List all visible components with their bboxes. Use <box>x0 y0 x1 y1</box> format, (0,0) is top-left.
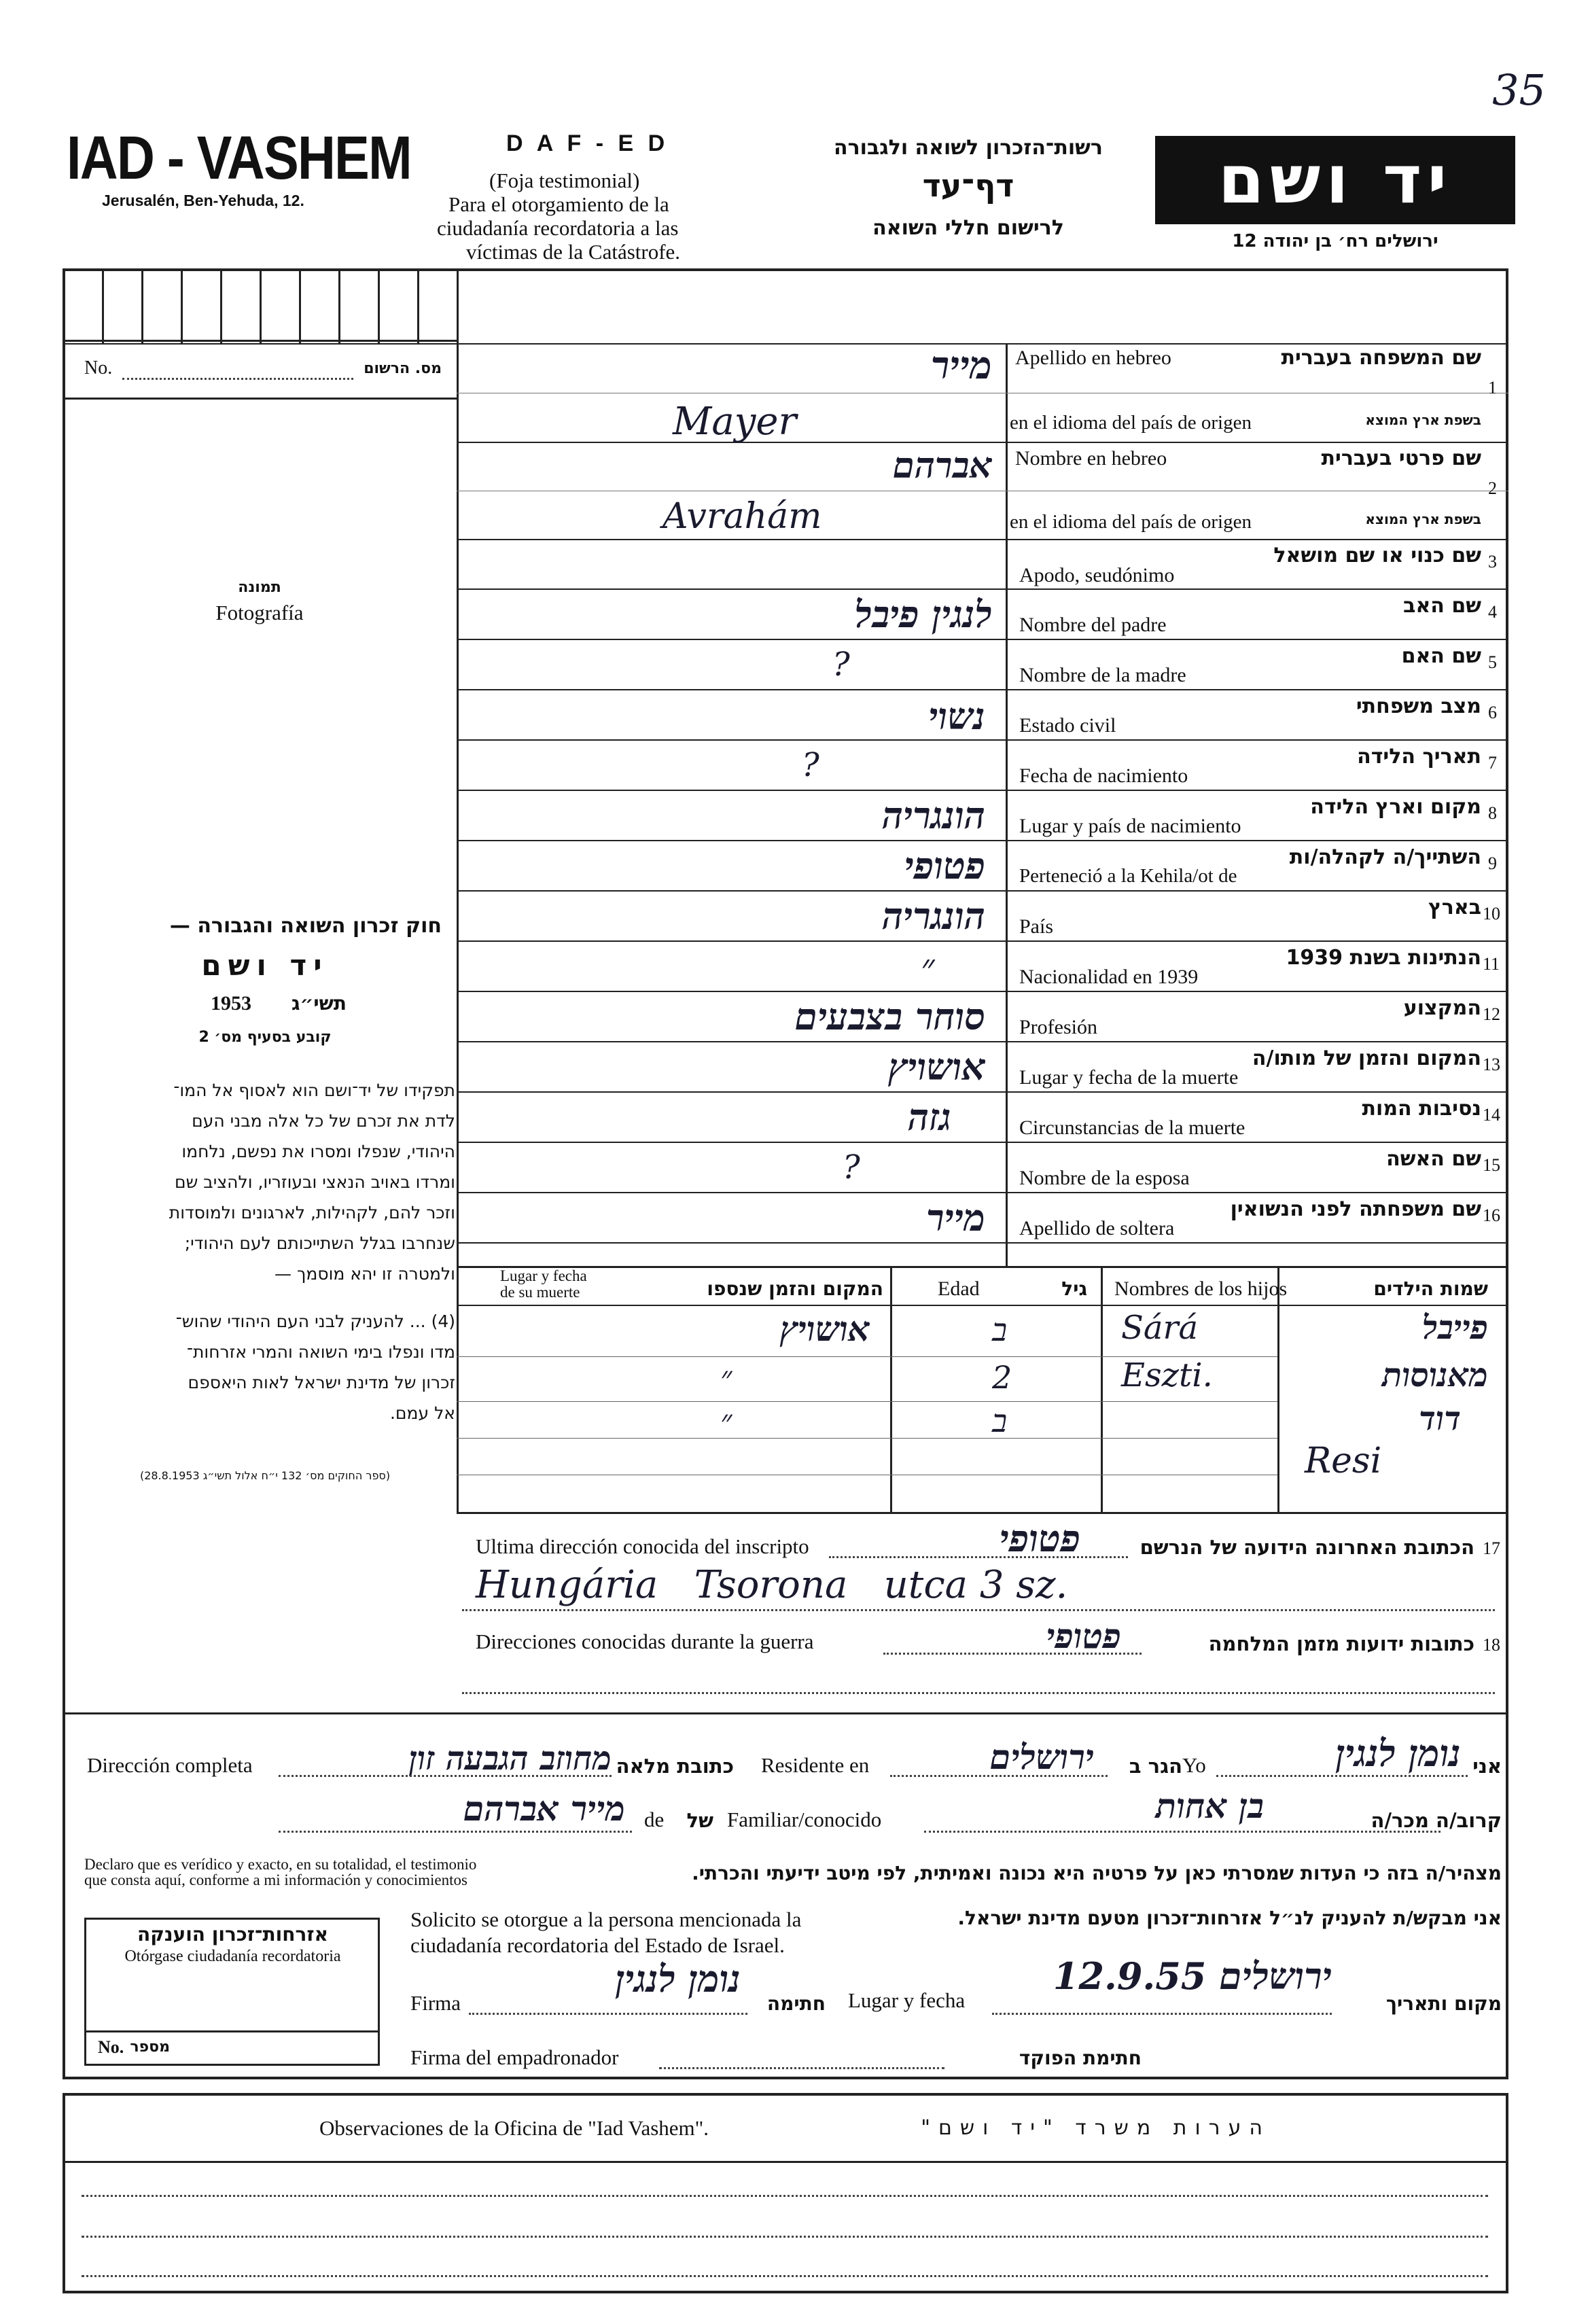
field-11-label-he: הנתינות בשנת 1939 <box>1286 946 1481 970</box>
he-address: ירושלים רח׳ בן יהודה 12 <box>1232 231 1438 251</box>
field-9-num: 9 <box>1488 853 1497 873</box>
field-12-label-he: המקצוע <box>1403 996 1481 1020</box>
child-3-age: ב <box>992 1403 1008 1439</box>
hagar-he: הגר ב <box>1129 1755 1182 1778</box>
field-16-label-es: Apellido de soltera <box>1019 1217 1175 1239</box>
firma-he: חתימה <box>766 1992 826 2015</box>
child-1-name-es: Sárá <box>1121 1309 1199 1347</box>
observations-he: הערות משרד "יד ושם" <box>921 2116 1271 2140</box>
field-8-label-he: מקום וארץ הלידה <box>1310 795 1481 819</box>
para-line2: ciudadanía recordatoria a las <box>437 216 679 240</box>
no-he: מס. הרשום <box>364 360 442 377</box>
yo-es: Yo <box>1182 1753 1206 1777</box>
dir-completa-he: כתובת מלאה <box>616 1755 734 1778</box>
law-text-11: אל עמם. <box>389 1403 455 1423</box>
field-15-value: ? <box>843 1148 860 1186</box>
children-h-names-es: Nombres de los hijos <box>1114 1278 1288 1300</box>
field-1-label-es: Apellido en hebreo <box>1015 347 1171 369</box>
field-2-label-es2: en el idioma del país de origen <box>1010 511 1252 533</box>
field-15-num: 15 <box>1483 1155 1500 1175</box>
field-6-value: נשוי <box>928 694 985 738</box>
field-4-label-he: שם האב <box>1403 594 1481 618</box>
law-text-8: (4) ... להעניק לבני העם היהודי שהוש־ <box>175 1311 455 1331</box>
dir-completa-value: מחוזב הגבעה זון <box>408 1740 612 1778</box>
law-text-7: ולמטרה זו יהא מוסמך — <box>275 1264 455 1284</box>
field-13-label-es: Lugar y fecha de la muerte <box>1019 1066 1239 1089</box>
field-13-num: 13 <box>1483 1055 1500 1074</box>
field-5-num: 5 <box>1488 652 1497 672</box>
law-text-3: היהודי, שנפלו ומסרו את נפשם, נלחמו <box>181 1142 455 1161</box>
field-1-label-he2: בשפת ארץ המוצא <box>1365 412 1481 428</box>
lugar-es: Lugar y fecha <box>848 1988 966 2012</box>
field-1-num: 1 <box>1488 378 1497 398</box>
field-8-value: הונגריה <box>881 794 985 837</box>
field-2-label-he: שם פרטי בעברית <box>1321 446 1481 470</box>
field-13-value: אושויץ <box>888 1045 985 1089</box>
otorgase-no-he: מספר <box>130 2039 170 2056</box>
field-7-value: ? <box>802 746 819 784</box>
war-address-es: Direcciones conocidas durante la guerra <box>476 1630 814 1653</box>
field-14-label-he: נסיבות המות <box>1362 1097 1481 1121</box>
field-1-value-latin: Mayer <box>673 400 797 444</box>
field-11-value: ״ <box>921 946 935 989</box>
photo-area <box>65 400 455 834</box>
photo-he: תמונה <box>238 579 281 596</box>
field-4-value: לנגין פיבל <box>854 593 992 636</box>
field-2-num: 2 <box>1488 478 1497 498</box>
child-1-age: ב <box>992 1311 1008 1348</box>
he-authority: רשות־הזכרון לשואה ולגבורה <box>834 136 1103 160</box>
field-6-num: 6 <box>1488 703 1497 722</box>
otorgase-es: Otórgase ciudadanía recordatoria <box>124 1948 341 1965</box>
field-7-num: 7 <box>1488 753 1497 773</box>
field-8-label-es: Lugar y país de nacimiento <box>1019 815 1241 837</box>
de-es: de <box>644 1808 665 1831</box>
field-3-label-es: Apodo, seudónimo <box>1019 564 1175 586</box>
law-year: 1953 <box>211 992 251 1015</box>
war-address-value: פטופי <box>1046 1616 1121 1656</box>
field-14-label-es: Circunstancias de la muerte <box>1019 1116 1245 1139</box>
field-7-label-es: Fecha de nacimiento <box>1019 764 1188 787</box>
of-value: מייר אברהם <box>463 1789 625 1829</box>
field-5-label-he: שם האם <box>1401 644 1481 668</box>
field-3-label-he: שם כנוי או שם מושאל <box>1273 544 1481 567</box>
child-2-name-he: מאנוסות <box>1381 1356 1488 1394</box>
field-5-value: ? <box>832 646 850 684</box>
children-h-age-he: גיל <box>1061 1278 1087 1300</box>
solicito-he: אני מבקש/ת להעניק לנ״ל אזרחות־זכרון מטעם מדינת ישראל. <box>957 1907 1502 1929</box>
field-10-label-es: País <box>1019 915 1054 938</box>
last-address-es: Ultima dirección conocida del inscripto <box>476 1534 809 1558</box>
foja-testimonial: (Foja testimonial) <box>489 169 640 192</box>
child-3-name-he: דוד <box>1418 1400 1461 1438</box>
field-6-label-es: Estado civil <box>1019 714 1116 737</box>
relative-value: בן אחות <box>1155 1786 1264 1826</box>
field-10-value: הונגריה <box>881 894 985 938</box>
field-16-value: מייר <box>926 1196 985 1239</box>
child-4-name-he: Resi <box>1305 1441 1382 1481</box>
field-3-num: 3 <box>1488 552 1497 571</box>
firma-es: Firma <box>410 1991 461 2015</box>
field-14-num: 14 <box>1483 1105 1500 1125</box>
field-4-label-es: Nombre del padre <box>1019 614 1167 636</box>
law-text-5: וזכר להם, לקהילות, לארגונים ולמוסדות <box>169 1203 455 1222</box>
field-1-label-es2: en el idioma del país de origen <box>1010 412 1252 434</box>
otorgase-he: אזרחות־זכרון הוענקה <box>137 1923 328 1946</box>
field-7-label-he: תאריך הלידה <box>1357 745 1481 769</box>
declaro-es: Declaro que es verídico y exacto, en su totalidad, el testimonio que consta aquí, conforme a mi información y conocimientos <box>84 1856 477 1888</box>
field-14-value: גזה <box>908 1095 951 1139</box>
field-15-label-es: Nombre de la esposa <box>1019 1167 1190 1189</box>
declaro-he: מצהיר/ה בזה כי העדות שמסרתי כאן על פרטיה היא נכונה ואמיתית, לפי מיטב ידיעתי והכרתי. <box>692 1862 1502 1884</box>
observations-box <box>63 2093 1508 2293</box>
otorgase-no: No. <box>98 2037 124 2057</box>
last-address-value: פטופי <box>999 1517 1080 1560</box>
law-text-1: תפקידו של יד־ושם הוא לאסוף אל המו־ <box>173 1080 455 1100</box>
law-text-2: לדת את זכרם של כל אלה מבני העם <box>192 1111 455 1131</box>
law-title: חוק זכרון השואה והגבורה — <box>169 914 442 938</box>
solicito-es: Solicito se otorgue a la persona mencionada la ciudadanía recordatoria del Estado de Israel. <box>410 1907 802 1957</box>
field-16-label-he: שם משפחתה לפני הנשואין <box>1230 1197 1481 1221</box>
he-registration: לרישום חללי השואה <box>872 216 1064 240</box>
field-2-label-es: Nombre en hebreo <box>1015 447 1167 470</box>
iad-vashem-title: IAD - VASHEM <box>67 124 411 192</box>
he-daf-ed: דף־עד <box>922 167 1014 204</box>
resident-es: Residente en <box>761 1753 870 1777</box>
field-1-value: מייר <box>930 343 992 388</box>
war-address-he: כתובות ידועות מזמן המלחמה <box>1208 1632 1474 1655</box>
field-13-label-he: המקום והזמן של מותו/ה <box>1252 1046 1481 1070</box>
field-15-label-he: שם האשה <box>1386 1147 1481 1171</box>
field-11-label-es: Nacionalidad en 1939 <box>1019 966 1199 988</box>
lugar-he: מקום ותאריך <box>1385 1992 1502 2015</box>
field-16-num: 16 <box>1483 1205 1500 1225</box>
yad-vashem-logo: יד ושם <box>1155 136 1515 224</box>
observations-es: Observaciones de la Oficina de "Iad Vashem". <box>319 2116 709 2140</box>
address-es: Jerusalén, Ben-Yehuda, 12. <box>102 192 304 209</box>
field-10-label-he: בארץ <box>1428 896 1481 919</box>
law-text-6: שנחרבו בגלל השתייכותם לעם היהודי; <box>184 1233 455 1253</box>
para-line1: Para el otorgamiento de la <box>448 192 669 216</box>
field-12-num: 12 <box>1483 1004 1500 1024</box>
law-text-9: מדו ונפלו בימי השואה והמרי אזרחות־ <box>186 1342 455 1362</box>
field-9-label-es: Perteneció a la Kehila/ot de <box>1019 865 1237 887</box>
field-11-num: 11 <box>1483 954 1500 974</box>
no-label: No. <box>84 357 113 378</box>
child-3-place: ״ <box>720 1403 732 1439</box>
declarant-name-value: נומן לנגין <box>1335 1731 1461 1775</box>
field-2-label-he2: בשפת ארץ המוצא <box>1365 511 1481 527</box>
firma-value: נומן לנגין <box>615 1957 741 2001</box>
dir-completa-es: Dirección completa <box>87 1753 253 1777</box>
photo-es: Fotografía <box>215 601 304 624</box>
field-5-label-es: Nombre de la madre <box>1019 664 1186 686</box>
field-4-num: 4 <box>1488 602 1497 622</box>
ani-he: אני <box>1472 1755 1502 1778</box>
field-12-label-es: Profesión <box>1019 1016 1097 1038</box>
field-9-label-he: השתייך/ה לקהלה/ות <box>1289 845 1481 869</box>
last-address-he: הכתובת האחרונה הידועה של הנרשם <box>1139 1536 1474 1559</box>
law-year-he: תשי״ג <box>291 992 347 1015</box>
field-12-value: סוחר בצבעים <box>794 995 985 1038</box>
para-line3: víctimas de la Catástrofe. <box>466 240 681 264</box>
children-h-place-es: Lugar y fecha de su muerte <box>500 1267 587 1301</box>
children-h-age-es: Edad <box>938 1278 980 1300</box>
child-2-place: ״ <box>720 1359 732 1396</box>
field-8-num: 8 <box>1488 803 1497 823</box>
shel-he: של <box>686 1809 713 1832</box>
last-address-num: 17 <box>1483 1538 1500 1558</box>
field-9-value: פטופי <box>904 844 985 887</box>
last-address-value2: Hungária Tsorona utca 3 sz. <box>476 1563 1068 1607</box>
children-h-place-he: המקום והזמן שנספו <box>707 1278 883 1300</box>
child-2-age: 2 <box>992 1359 1012 1396</box>
lugar-value: ירושלים 12.9.55 <box>1053 1954 1332 1998</box>
empadronador-he: חתימת הפוקד <box>1019 2047 1142 2069</box>
resident-value: ירושלים <box>989 1737 1094 1777</box>
child-1-place: אושויץ <box>779 1309 870 1349</box>
field-2-value-latin: Avrahám <box>662 496 822 537</box>
war-address-num: 18 <box>1483 1635 1500 1655</box>
law-text-4: ומרדו באויב הנאצי ובעוזריו, ולהציב שם <box>175 1172 455 1192</box>
familiar-es: Familiar/conocido <box>727 1808 882 1831</box>
page-number: 35 <box>1492 65 1546 115</box>
daf-ed: D A F - E D <box>506 130 669 156</box>
field-2-value: אברהם <box>892 445 992 487</box>
relative-he: קרוב/ה מכר/ה <box>1371 1809 1502 1832</box>
child-1-name-he: פייבל <box>1422 1309 1488 1347</box>
field-1-label-he: שם המשפחה בעברית <box>1281 346 1481 370</box>
law-section: קובע בסעיף מס׳ 2 <box>198 1029 332 1046</box>
field-10-num: 10 <box>1483 904 1500 923</box>
field-6-label-he: מצב משפחתי <box>1356 694 1481 718</box>
law-text-10: זכרון של מדינת ישראל לאות היאספם <box>188 1373 455 1392</box>
children-h-names-he: שמות הילדים <box>1373 1278 1488 1300</box>
law-source: (ספר החוקים מס׳ 132 י״ח אלול תשי״ג 28.8.1953) <box>139 1469 391 1482</box>
law-name: יד ושם <box>201 949 329 982</box>
empadronador-es: Firma del empadronador <box>410 2045 619 2069</box>
child-2-name-es: Eszti. <box>1121 1356 1213 1394</box>
